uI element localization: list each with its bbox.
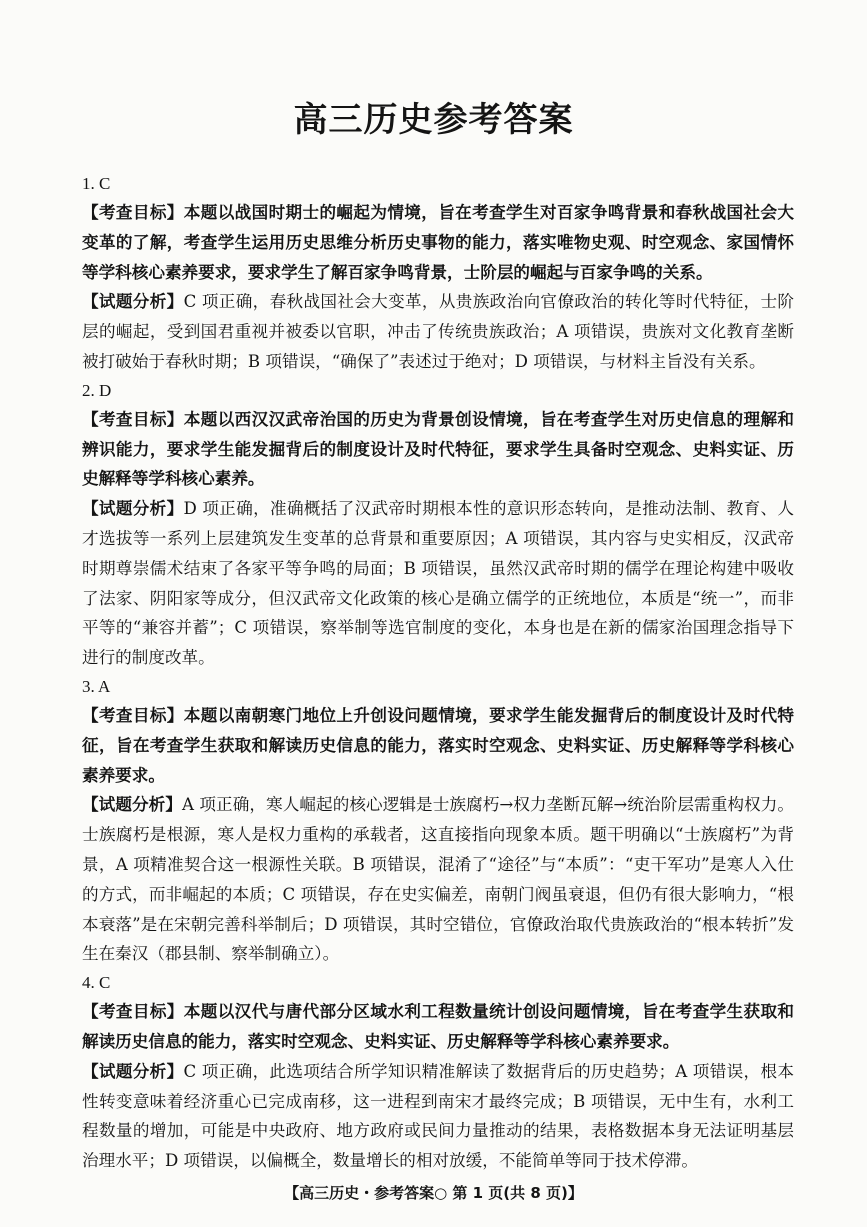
objective-text: 本题以西汉汉武帝治国的历史为背景创设情境，旨在考查学生对历史信息的理解和辨识能力，要求学生能发掘背后的制度设计及时代特征，要求学生具备时空观念、史料实证、历史解释等学科核心素养。	[82, 409, 795, 489]
question-4	[82, 969, 802, 1176]
analysis-text: A 项正确，寒人崛起的核心逻辑是士族腐朽→权力垄断瓦解→统治阶层需重构权力。士族腐朽是根源，寒人是权力重构的承载者，这直接指向现象本质。题干明确以“士族腐朽”为背景，A 项精准契合这一根源性关联。B 项错误，混淆了“途径”与“本质”：“吏干军功”是寒人入仕的方式，而非崛起的本质；C 项错误，存在史实偏差，南朝门阀虽衰退，但仍有很大影响力，“根本衰落”是在宋朝完善科举制后；D 项错误，其时空错位，官僚政治取代贵族政治的“根本转折”发生在秦汉（郡县制、察举制确立）。	[82, 795, 794, 964]
question-number: 3. A	[82, 676, 111, 696]
analysis-tag: 【试题分析】	[82, 1061, 184, 1081]
exam-objective	[82, 405, 794, 494]
question-3	[82, 673, 802, 969]
analysis-tag: 【试题分析】	[82, 499, 184, 519]
exam-objective	[82, 701, 794, 790]
answers-content	[82, 170, 802, 1176]
question-analysis	[82, 494, 794, 673]
analysis-text: C 项正确，春秋战国社会大变革，从贵族政治向官僚政治的转化等时代特征，士阶层的崛起，受到国君重视并被委以官职，冲击了传统贵族政治；A 项错误，贵族对文化教育垄断被打破始于春秋时期；B 项错误，“确保了”表述过于绝对；D 项错误，与材料主旨没有关系。	[82, 292, 794, 371]
objective-tag: 【考查目标】	[82, 1002, 184, 1022]
objective-text: 本题以南朝寒门地位上升创设问题情境，要求学生能发掘背后的制度设计及时代特征，旨在考查学生获取和解读历史信息的能力，落实时空观念、史料实证、历史解释等学科核心素养要求。	[82, 705, 795, 785]
analysis-text: C 项正确，此选项结合所学知识精准解读了数据背后的历史趋势；A 项错误，根本性转变意味着经济重心已完成南移，这一进程到南宋才最终完成；B 项错误，无中生有，水利工程数量的增加，可能是中央政府、地方政府或民间力量推动的结果，表格数据本身无法证明基层治理水平；D 项错误，以偏概全，数量增长的相对放缓，不能简单等同于技术停滞。	[82, 1061, 794, 1171]
question-2	[82, 377, 802, 673]
question-number: 1. C	[82, 174, 111, 193]
analysis-tag: 【试题分析】	[82, 795, 183, 815]
exam-objective	[82, 198, 794, 287]
objective-tag: 【考查目标】	[82, 203, 184, 222]
question-1	[82, 170, 802, 377]
objective-tag: 【考查目标】	[82, 705, 184, 725]
objective-text: 本题以汉代与唐代部分区域水利工程数量统计创设问题情境，旨在考查学生获取和解读历史信息的能力，落实时空观念、史料实证、历史解释等学科核心素养要求。	[82, 1002, 795, 1051]
question-analysis	[82, 790, 794, 969]
analysis-tag: 【试题分析】	[82, 292, 184, 312]
question-analysis	[82, 287, 794, 376]
objective-tag: 【考查目标】	[82, 409, 184, 429]
objective-text: 本题以战国时期士的崛起为情境，旨在考查学生对百家争鸣背景和春秋战国社会大变革的了解，考查学生运用历史思维分析历史事物的能力，落实唯物史观、时空观念、家国情怀等学科核心素养要求，要求学生了解百家争鸣背景，士阶层的崛起与百家争鸣的关系。	[82, 203, 795, 282]
analysis-text: D 项正确，准确概括了汉武帝时期根本性的意识形态转向，是推动法制、教育、人才选拔等一系列上层建筑发生变革的总背景和重要原因；A 项错误，其内容与史实相反，汉武帝时期尊崇儒术结束了各家平等争鸣的局面；B 项错误，虽然汉武帝时期的儒学在理论构建中吸收了法家、阴阳家等成分，但汉武帝文化政策的核心是确立儒学的正统地位，本质是“统一”，而非平等的“兼容并蓄”；C 项错误，察举制等选官制度的变化，本身也是在新的儒家治国理念指导下进行的制度改革。	[82, 499, 795, 668]
question-number: 2. D	[82, 380, 112, 400]
page-title: 高三历史参考答案	[293, 100, 574, 140]
exam-objective	[82, 997, 794, 1057]
question-number: 4. C	[82, 973, 111, 993]
question-analysis	[82, 1057, 794, 1176]
page-footer: 【高三历史・参考答案○ 第 1 页(共 8 页)】	[284, 1184, 583, 1202]
